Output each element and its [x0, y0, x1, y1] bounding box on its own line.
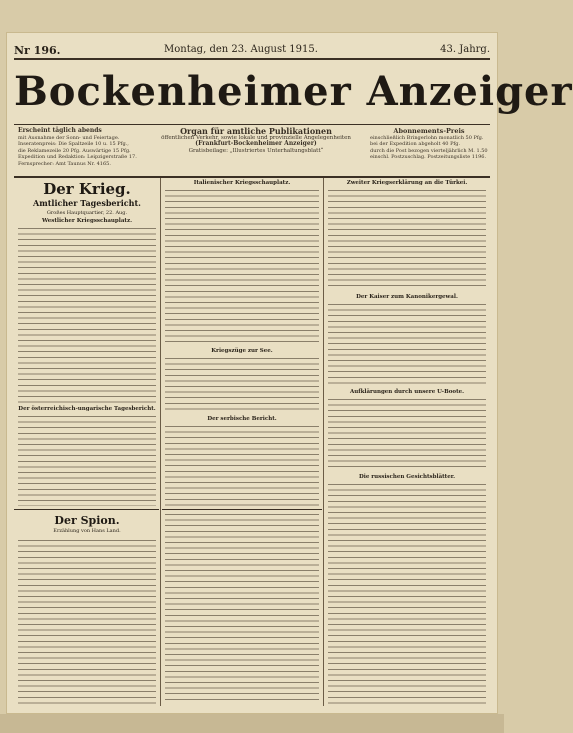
left-notice	[18, 128, 144, 174]
column-divider	[160, 178, 161, 706]
left-notice-title: Erscheint täglich abends	[18, 127, 102, 134]
masthead-rule	[14, 124, 490, 125]
war-text-block	[18, 228, 156, 403]
issue-date: Montag, den 23. August 1915.	[164, 44, 318, 55]
left-notice-line: Expedition und Redaktion: Leipzigerstraße 17.	[18, 154, 137, 160]
seekrieg-headline: Kriegszüge zur See.	[211, 348, 273, 354]
top-rule	[14, 58, 490, 60]
uboot-headline: Aufklärungen durch unsere U-Boote.	[349, 389, 465, 395]
right-notice	[370, 128, 488, 174]
issue-bar	[14, 44, 490, 56]
spy-text-block	[18, 540, 156, 704]
volume-number: 43. Jahrg.	[440, 44, 490, 55]
sea-headline: Der Kaiser zum Kanonikergewal.	[356, 294, 458, 300]
war-subheadline: Amtlicher Tagesbericht.	[33, 198, 141, 208]
center-notice-line: Gratisbeilage: „Illustriertes Unterhaltungsblatt“	[188, 147, 324, 154]
turkish-headline: Zweiter Kriegserklärung an die Türkei.	[346, 180, 468, 186]
feuilleton-rule	[14, 509, 159, 510]
center-notice	[146, 128, 366, 174]
center-notice-line: (Frankfurt-Bockenheimer Anzeiger)	[195, 140, 317, 147]
serbian-text-block	[165, 426, 319, 506]
left-notice-line: Inseratenpreis: Die Spaltzeile 10 u. 15 Pfg.,	[18, 141, 129, 147]
sea-text-block	[328, 304, 486, 386]
war-lead: Großes Hauptquartier, 22. Aug.	[46, 210, 128, 216]
left-notice-line: Fernsprecher: Amt Taunus Nr. 4165.	[18, 160, 111, 167]
war-section: Westlicher Kriegsschauplatz.	[42, 218, 132, 224]
right-notice-line: einschließlich Bringerlohn monatlich 50 Pfg.	[370, 134, 484, 141]
spy-headline: Der Spion.	[54, 514, 120, 527]
right-notice-line: bei der Expedition abgeholt 40 Pfg.	[370, 141, 461, 147]
war-headline: Der Krieg.	[43, 180, 131, 198]
russian-headline: Die russischen Gesichtsblätter.	[358, 474, 456, 480]
right-notice-line: einschl. Postzuschlag. Postzeitungsliste 1196.	[370, 154, 487, 160]
austrian-headline: Der österreichisch-ungarische Tagesbericht.	[18, 406, 156, 412]
columns-rule	[14, 176, 490, 178]
turkish-text-block	[328, 190, 486, 290]
issue-number: Nr 196.	[14, 44, 61, 57]
serbian-headline: Der serbische Bericht.	[207, 416, 277, 422]
middle-rule	[162, 509, 322, 510]
center-notice-title: Organ für amtliche Publikationen	[180, 126, 332, 136]
left-notice-line: die Reklamezeile 20 Pfg. Auswärtige 15 Pfg.	[18, 147, 131, 154]
spy-byline: Erzählung von Hans Land.	[53, 528, 121, 534]
center-notice-line: öffentlichen Verkehr, sowie lokale und provinzielle Angelegenheiten	[161, 134, 351, 141]
austrian-text-block	[18, 416, 156, 506]
right-notice-title: Abonnements-Preis	[393, 127, 465, 135]
masthead-title: Bockenheimer Anzeiger	[14, 68, 573, 115]
right-notice-line: durch die Post bezogen vierteljährlich M. 1.50	[370, 147, 488, 154]
left-notice-line: mit Ausnahme der Sonn- und Feiertage.	[18, 134, 120, 141]
russian-text-block	[328, 484, 486, 704]
italian-text-block	[165, 190, 319, 345]
italian-headline: Italienischer Kriegsschauplatz.	[193, 180, 291, 186]
uboot-text-block	[328, 399, 486, 471]
seekrieg-text-block	[165, 358, 319, 413]
page-bottom-edge	[0, 714, 504, 733]
spy-continuation-block	[165, 514, 319, 704]
column-divider	[323, 178, 324, 706]
